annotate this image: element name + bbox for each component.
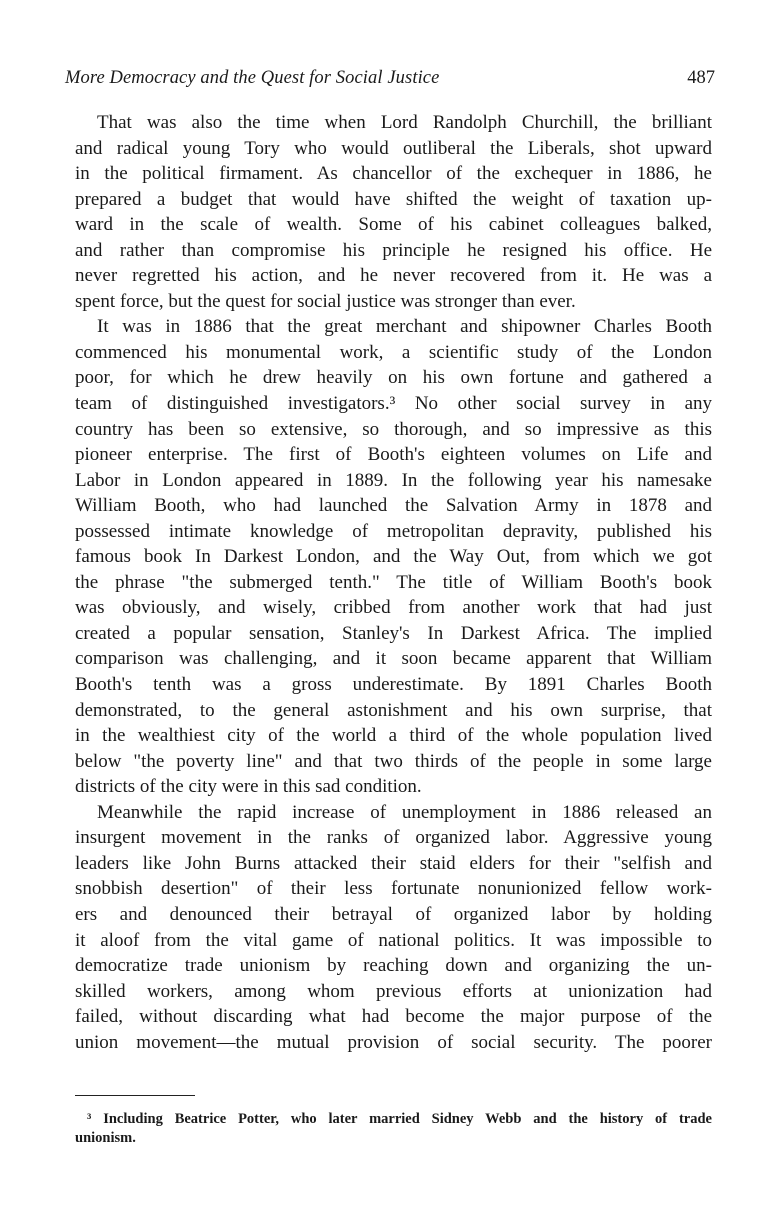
text-line: snobbish desertion" of their less fortunate nonunionized fellow work- [75, 878, 712, 900]
text-line: union movement—the mutual provision of social security. The poorer [75, 1031, 712, 1053]
text-line: was obviously, and wisely, cribbed from another work that had just [75, 597, 712, 619]
text-line: and rather than compromise his principle he resigned his office. He [75, 239, 712, 261]
footnote-line: unionism. [75, 1130, 136, 1146]
text-line: in the wealthiest city of the world a third of the whole population lived [75, 725, 712, 747]
text-line: skilled workers, among whom previous efforts at unionization had [75, 980, 712, 1002]
text-line: famous book In Darkest London, and the Way Out, from which we got [75, 546, 712, 568]
footnote-line: ³ Including Beatrice Potter, who later married Sidney Webb and the history of trade [87, 1111, 712, 1127]
text-line: below "the poverty line" and that two thirds of the people in some large [75, 750, 712, 772]
text-line: it aloof from the vital game of national politics. It was impossible to [75, 929, 712, 951]
text-line: commenced his monumental work, a scientific study of the London [75, 341, 712, 363]
text-line: team of distinguished investigators.³ No other social survey in any [75, 393, 712, 415]
text-line: That was also the time when Lord Randolph Churchill, the brilliant [97, 112, 712, 133]
text-line: created a popular sensation, Stanley's In Darkest Africa. The implied [75, 622, 712, 644]
running-head [65, 66, 715, 90]
text-line: country has been so extensive, so thorough, and so impressive as this [75, 418, 712, 440]
footnotes [75, 1110, 712, 1148]
text-line: demonstrated, to the general astonishment and his own surprise, that [75, 699, 712, 721]
text-line: leaders like John Burns attacked their staid elders for their "selfish and [75, 852, 712, 874]
text-line: Booth's tenth was a gross underestimate. By 1891 Charles Booth [75, 674, 712, 696]
text-line: insurgent movement in the ranks of organized labor. Aggressive young [75, 827, 712, 849]
body-text [75, 110, 712, 1055]
text-line: Meanwhile the rapid increase of unemployment in 1886 released an [97, 801, 712, 823]
text-line: poor, for which he drew heavily on his own fortune and gathered a [75, 367, 712, 389]
text-line: democratize trade unionism by reaching down and organizing the un- [75, 955, 712, 977]
text-line: in the political firmament. As chancellor of the exchequer in 1886, he [75, 163, 712, 185]
text-line: and radical young Tory who would outliberal the Liberals, shot upward [75, 137, 712, 159]
footnote-divider [75, 1095, 195, 1096]
text-line: failed, without discarding what had become the major purpose of the [75, 1006, 712, 1028]
text-line: spent force, but the quest for social justice was stronger than ever. [75, 290, 576, 312]
page-number: 487 [687, 68, 715, 88]
text-line: the phrase "the submerged tenth." The title of William Booth's book [75, 571, 712, 593]
text-line: districts of the city were in this sad condition. [75, 776, 422, 798]
text-line: comparison was challenging, and it soon became apparent that William [75, 648, 712, 670]
text-line: pioneer enterprise. The first of Booth's eighteen volumes on Life and [75, 444, 712, 466]
running-title: More Democracy and the Quest for Social Justice [65, 68, 440, 88]
text-line: ers and denounced their betrayal of organized labor by holding [75, 903, 712, 925]
text-line: It was in 1886 that the great merchant and shipowner Charles Booth [97, 316, 712, 338]
text-line: ward in the scale of wealth. Some of his cabinet colleagues balked, [75, 214, 712, 236]
text-line: never regretted his action, and he never recovered from it. He was a [75, 265, 712, 287]
text-line: possessed intimate knowledge of metropolitan depravity, published his [75, 520, 712, 542]
text-line: Labor in London appeared in 1889. In the following year his namesake [75, 469, 712, 491]
text-line: William Booth, who had launched the Salvation Army in 1878 and [75, 495, 712, 517]
text-line: prepared a budget that would have shifted the weight of taxation up- [75, 188, 712, 210]
